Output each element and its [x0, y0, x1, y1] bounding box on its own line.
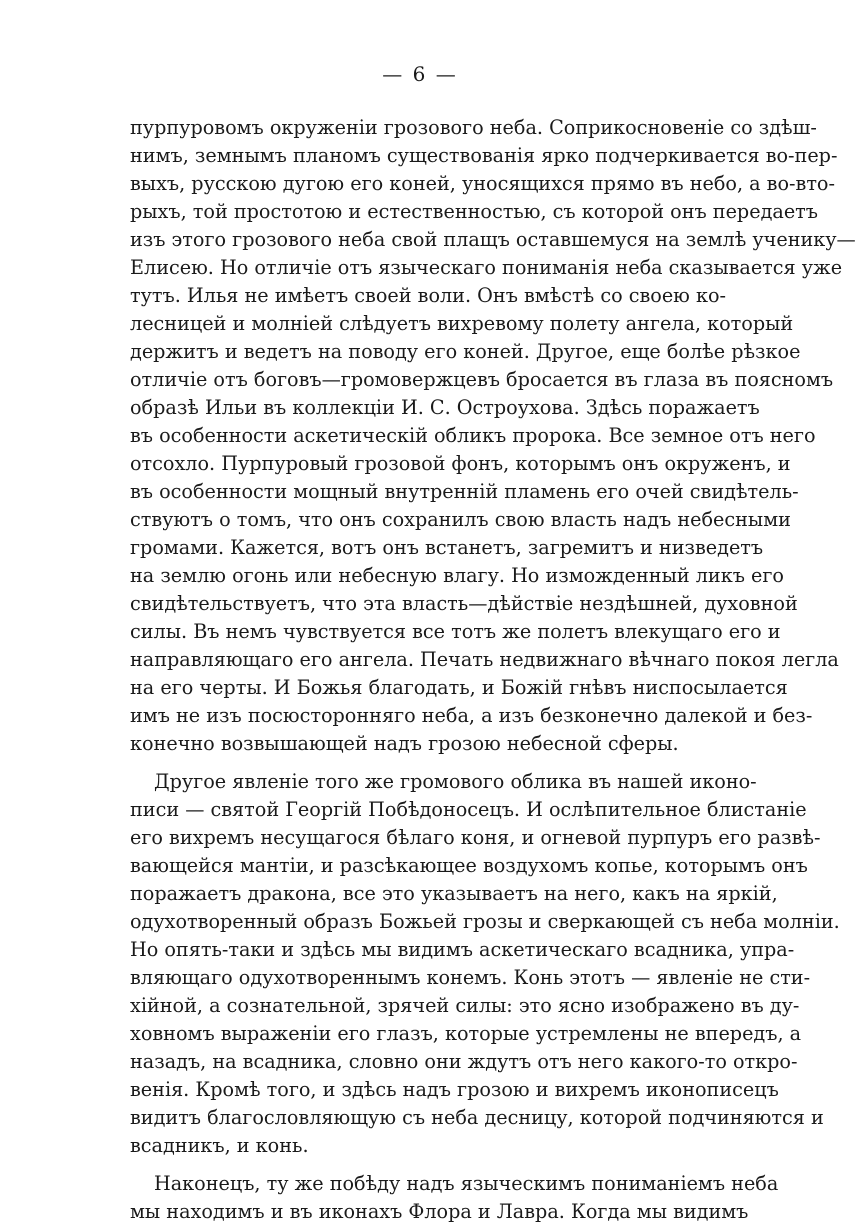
text-line: хійной, а сознательной, зрячей силы: это ясно изображено въ ду- [130, 994, 800, 1017]
text-line: свидѣтельствуетъ, что эта власть—дѣйствіе нездѣшней, духовной [130, 592, 798, 615]
text-line: вляющаго одухотвореннымъ конемъ. Конь этотъ — явленіе не сти- [130, 966, 811, 989]
text-line: на его черты. И Божья благодать, и Божій гнѣвъ ниспосылается [130, 676, 788, 699]
text-line: нимъ, земнымъ планомъ существованія ярко подчеркивается во-пер- [130, 144, 838, 167]
text-line: Елисею. Но отличіе отъ языческаго пониманія неба сказывается уже [130, 256, 843, 279]
text-line: въ особенности мощный внутренній пламень его очей свидѣтель- [130, 480, 799, 503]
text-line: отсохло. Пурпуровый грозовой фонъ, которымъ онъ окруженъ, и [130, 452, 791, 475]
text-line: Но опять-таки и здѣсь мы видимъ аскетическаго всадника, упра- [130, 938, 795, 961]
text-line: образѣ Ильи въ коллекціи И. С. Остроухова. Здѣсь поражаетъ [130, 396, 760, 419]
text-line: тутъ. Илья не имѣетъ своей воли. Онъ вмѣстѣ со своею ко- [130, 284, 727, 307]
text-line: ствуютъ о томъ, что онъ сохранилъ свою власть надъ небесными [130, 508, 791, 531]
text-line: назадъ, на всадника, словно они ждутъ отъ него какого-то откро- [130, 1050, 798, 1073]
text-line: ховномъ выраженіи его глазъ, которые устремлены не впередъ, а [130, 1022, 802, 1045]
text-line: держитъ и ведетъ на поводу его коней. Другое, еще болѣе рѣзкое [130, 340, 801, 363]
text-line: пурпуровомъ окруженіи грозового неба. Соприкосновеніе со здѣш- [130, 116, 817, 139]
text-line: одухотворенный образъ Божьей грозы и сверкающей съ неба молніи. [130, 910, 840, 933]
text-line: на землю огонь или небесную влагу. Но изможденный ликъ его [130, 564, 784, 587]
text-line: имъ не изъ посюсторонняго неба, а изъ безконечно далекой и без- [130, 704, 813, 727]
text-line: поражаетъ дракона, все это указываетъ на него, какъ на яркій, [130, 882, 778, 905]
text-line: венія. Кромѣ того, и здѣсь надъ грозою и вихремъ иконописецъ [130, 1078, 779, 1101]
text-line: видитъ благословляющую съ неба десницу, которой подчиняются и [130, 1106, 824, 1129]
text-line: рыхъ, той простотою и естественностью, съ которой онъ передаетъ [130, 200, 819, 223]
text-line: въ особенности аскетическій обликъ пророка. Все земное отъ него [130, 424, 816, 447]
text-line: вающейся мантіи, и разсѣкающее воздухомъ копье, которымъ онъ [130, 854, 808, 877]
text-line: направляющаго его ангела. Печать недвижнаго вѣчнаго покоя легла [130, 648, 839, 671]
text-line: отличіе отъ боговъ—громовержцевъ бросается въ глаза въ поясномъ [130, 368, 834, 391]
paragraph-end-line: всадникъ, и конь. [130, 1134, 309, 1157]
text-line: его вихремъ несущагося бѣлаго коня, и огневой пурпуръ его развѣ- [130, 826, 821, 849]
text-line: громами. Кажется, вотъ онъ встанетъ, загремитъ и низведетъ [130, 536, 764, 559]
text-line: силы. Въ немъ чувствуется все тотъ же полетъ влекущаго его и [130, 620, 781, 643]
text-line: писи — святой Георгій Побѣдоносецъ. И ослѣпительное блистаніе [130, 798, 807, 821]
text-line: мы находимъ и въ иконахъ Флора и Лавра. Когда мы видимъ [130, 1200, 749, 1223]
body-text [130, 114, 856, 1226]
paragraph-end-line: конечно возвышающей надъ грозою небесной сферы. [130, 732, 679, 755]
page-number: — 6 — [382, 62, 458, 86]
text-line: лесницей и молніей слѣдуетъ вихревому полету ангела, который [130, 312, 794, 335]
paragraph-start-line: Другое явленіе того же громового облика въ нашей иконо- [154, 770, 757, 793]
paragraph-start-line: Наконецъ, ту же побѣду надъ языческимъ пониманіемъ неба [154, 1172, 779, 1195]
text-line: изъ этого грозового неба свой плащъ оставшемуся на землѣ ученику— [130, 228, 856, 251]
text-line: выхъ, русскою дугою его коней, уносящихся прямо въ небо, а во-вто- [130, 172, 835, 195]
